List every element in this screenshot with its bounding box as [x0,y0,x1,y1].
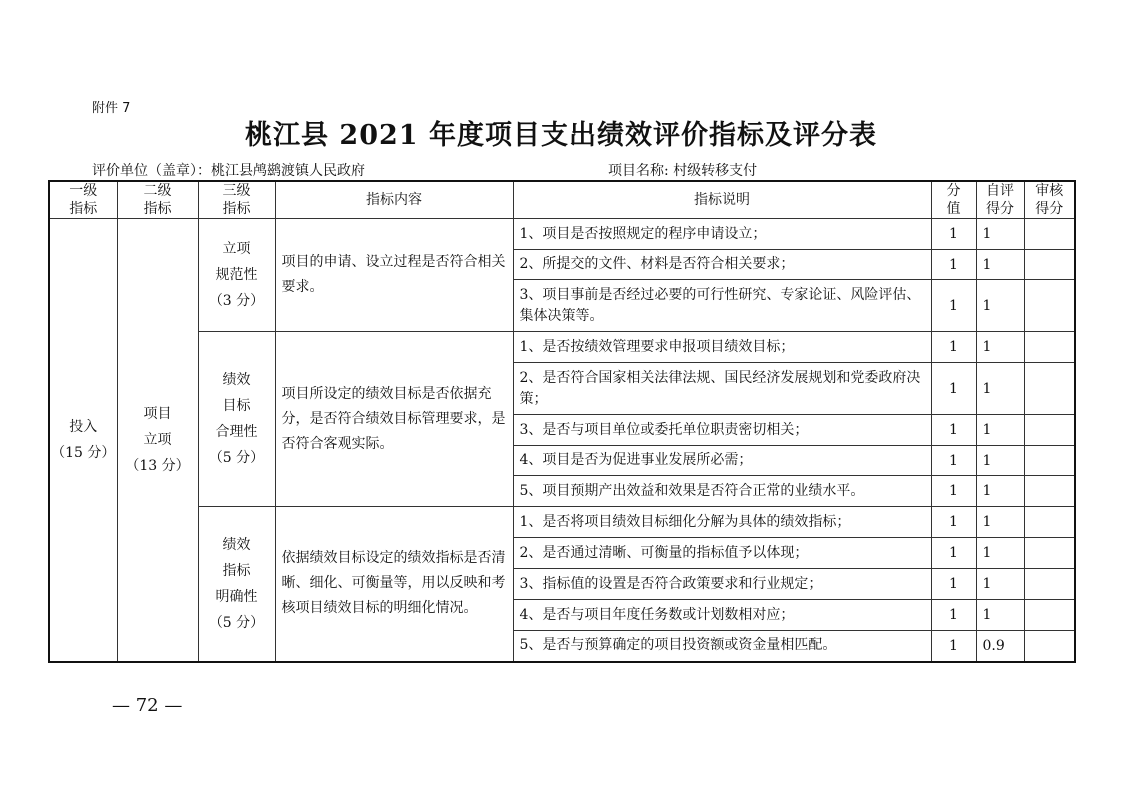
audit-score-cell [1024,600,1075,631]
col-header-level1: 一级 指标 [49,181,117,219]
score-cell: 1 [931,219,976,250]
description-cell: 5、是否与预算确定的项目投资额或资金量相匹配。 [513,631,931,662]
audit-score-cell [1024,332,1075,363]
table-row [49,507,1075,538]
table-row [49,219,1075,250]
audit-score-cell [1024,507,1075,538]
col-header-description: 指标说明 [513,181,931,219]
score-cell: 1 [931,476,976,507]
table-row [49,332,1075,363]
page-number: — 72 — [112,695,183,716]
description-cell: 1、是否将项目绩效目标细化分解为具体的绩效指标； [513,507,931,538]
score-cell: 1 [931,446,976,476]
level3-cell: 绩效 目标 合理性 （5 分） [198,332,275,507]
description-cell: 3、是否与项目单位或委托单位职责密切相关； [513,415,931,446]
evaluation-table [48,180,1076,663]
project-name: 项目名称: 村级转移支付 [608,163,758,179]
content-cell: 项目所设定的绩效目标是否依据充分，是否符合绩效目标管理要求，是否符合客观实际。 [275,332,513,507]
score-cell: 1 [931,332,976,363]
description-cell: 3、指标值的设置是否符合政策要求和行业规定； [513,569,931,600]
self-score-cell: 1 [976,538,1024,569]
self-score-cell: 1 [976,415,1024,446]
col-header-level2: 二级 指标 [117,181,198,219]
score-cell: 1 [931,363,976,415]
page-title: 桃江县 2021 年度项目支出绩效评价指标及评分表 [245,120,877,151]
self-score-cell: 1 [976,569,1024,600]
audit-score-cell [1024,219,1075,250]
level3-cell: 立项 规范性 （3 分） [198,219,275,332]
audit-score-cell [1024,569,1075,600]
description-cell: 2、所提交的文件、材料是否符合相关要求； [513,250,931,280]
self-score-cell: 1 [976,332,1024,363]
score-cell: 1 [931,250,976,280]
col-header-self-score: 自评 得分 [976,181,1024,219]
level2-cell: 项目 立项 （13 分） [117,219,198,662]
audit-score-cell [1024,446,1075,476]
score-cell: 1 [931,507,976,538]
evaluation-unit: 评价单位（盖章）：桃江县鸬鹚渡镇人民政府 [92,163,365,179]
audit-score-cell [1024,476,1075,507]
description-cell: 2、是否符合国家相关法律法规、国民经济发展规划和党委政府决策； [513,363,931,415]
audit-score-cell [1024,631,1075,662]
description-cell: 2、是否通过清晰、可衡量的指标值予以体现； [513,538,931,569]
self-score-cell: 1 [976,219,1024,250]
self-score-cell: 1 [976,280,1024,332]
self-score-cell: 1 [976,507,1024,538]
self-score-cell: 1 [976,600,1024,631]
self-score-cell: 1 [976,250,1024,280]
self-score-cell: 1 [976,446,1024,476]
score-cell: 1 [931,631,976,662]
description-cell: 1、项目是否按照规定的程序申请设立； [513,219,931,250]
attachment-label: 附件 7 [92,101,131,116]
score-cell: 1 [931,600,976,631]
content-cell: 项目的申请、设立过程是否符合相关要求。 [275,219,513,332]
self-score-cell: 0.9 [976,631,1024,662]
col-header-content: 指标内容 [275,181,513,219]
self-score-cell: 1 [976,476,1024,507]
description-cell: 1、是否按绩效管理要求申报项目绩效目标； [513,332,931,363]
description-cell: 3、项目事前是否经过必要的可行性研究、专家论证、风险评估、集体决策等。 [513,280,931,332]
audit-score-cell [1024,415,1075,446]
score-cell: 1 [931,538,976,569]
audit-score-cell [1024,280,1075,332]
audit-score-cell [1024,538,1075,569]
header-row [49,181,1075,219]
description-cell: 5、项目预期产出效益和效果是否符合正常的业绩水平。 [513,476,931,507]
score-cell: 1 [931,569,976,600]
description-cell: 4、项目是否为促进事业发展所必需； [513,446,931,476]
score-cell: 1 [931,280,976,332]
col-header-audit-score: 审核 得分 [1024,181,1075,219]
self-score-cell: 1 [976,363,1024,415]
content-cell: 依据绩效目标设定的绩效指标是否清晰、细化、可衡量等，用以反映和考核项目绩效目标的明细化情况。 [275,507,513,662]
level3-cell: 绩效 指标 明确性 （5 分） [198,507,275,662]
description-cell: 4、是否与项目年度任务数或计划数相对应； [513,600,931,631]
audit-score-cell [1024,250,1075,280]
col-header-score: 分 值 [931,181,976,219]
col-header-level3: 三级 指标 [198,181,275,219]
level1-cell: 投入 （15 分） [49,219,117,662]
score-cell: 1 [931,415,976,446]
audit-score-cell [1024,363,1075,415]
